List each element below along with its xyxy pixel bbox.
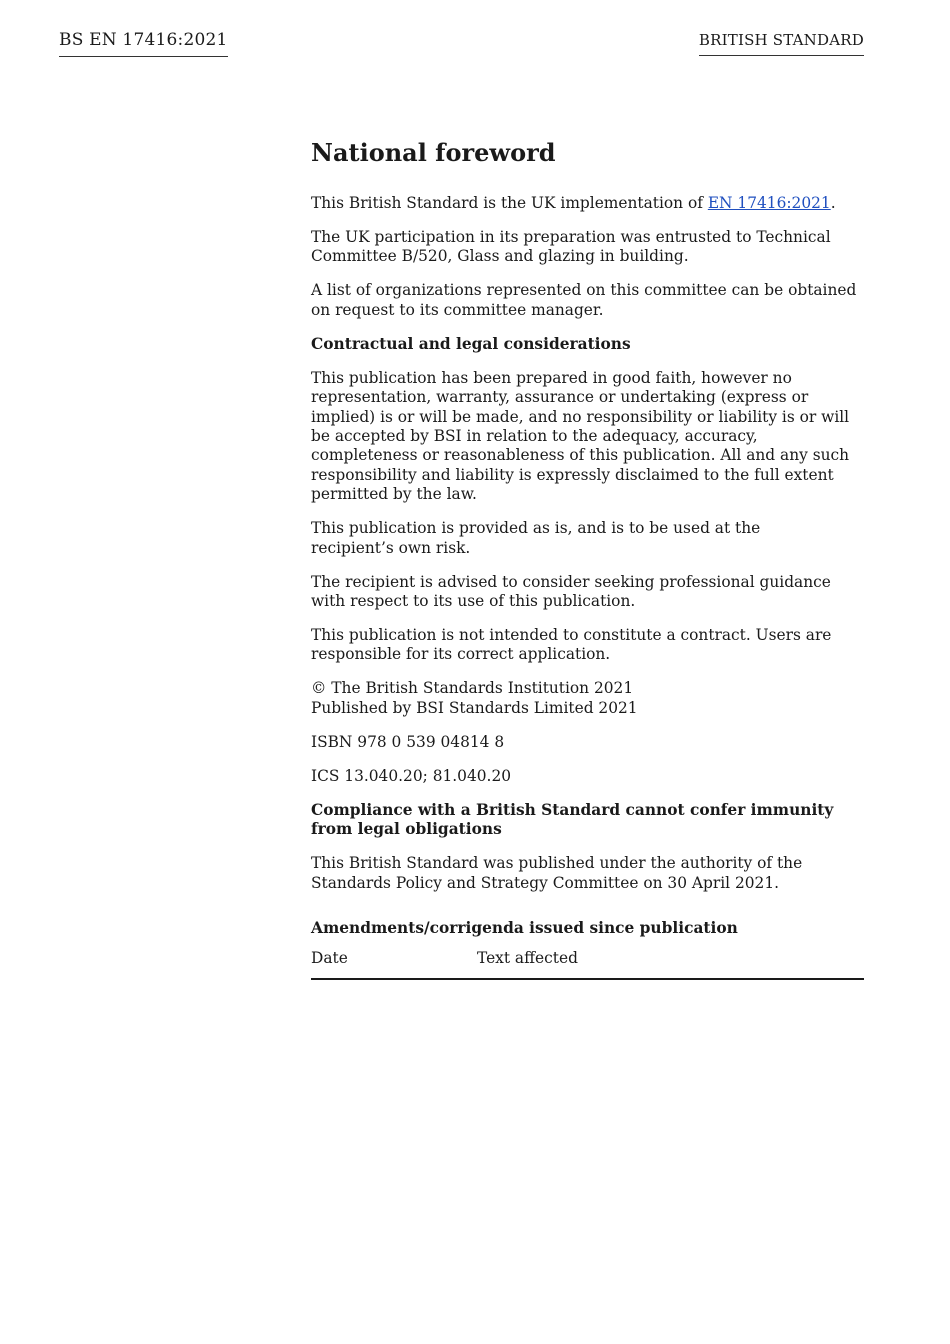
- header-category: BRITISH STANDARD: [699, 31, 864, 56]
- implementation-paragraph: [311, 194, 864, 213]
- participation-paragraph: The UK participation in its preparation was entrusted to Technical Committee B/520, Glass and glazing in building.: [311, 228, 831, 266]
- guidance-paragraph: The recipient is advised to consider seeking professional guidance with respect to its use of this publication.: [311, 572, 831, 611]
- good-faith-paragraph: This publication has been prepared in good faith, however no representation, warranty, assurance or undertaking (express or implied) is or will be made, and no responsibility or liability is or will be accepted by BSI in relation to the adequacy, accuracy, completeness or reasonableness of this publication. All and any such responsibility and liability is expressly disclaimed to the full extent permitted by the law.: [311, 368, 850, 504]
- amendments-heading: Amendments/corrigenda issued since publication: [311, 919, 738, 938]
- published-line: Published by BSI Standards Limited 2021: [311, 698, 638, 717]
- amendments-header-row: [311, 949, 864, 979]
- authority-paragraph: This British Standard was published under the authority of the Standards Policy and Strategy Committee on 30 April 2021.: [311, 854, 803, 892]
- as-is-line-2: recipient’s own risk.: [311, 538, 471, 557]
- contract-paragraph: This publication is not intended to constitute a contract. Users are responsible for its correct application.: [311, 626, 832, 664]
- copyright-line: © The British Standards Institution 2021: [311, 679, 634, 698]
- as-is-line-1: This publication is provided as is, and is to be used at the: [311, 519, 761, 538]
- ics-line: ICS 13.040.20; 81.040.20: [311, 766, 512, 785]
- page-title: National foreword: [311, 138, 556, 167]
- header-doc-id: BS EN 17416:2021: [59, 30, 228, 57]
- amendments-table: [311, 949, 864, 980]
- organizations-paragraph: A list of organizations represented on this committee can be obtained on request to its committee manager.: [311, 281, 857, 319]
- copyright-block: [311, 679, 864, 718]
- column-header-text-affected: Text affected: [477, 949, 864, 979]
- implementation-text: This British Standard is the UK implementation of: [311, 194, 708, 212]
- en-standard-link[interactable]: EN 17416:2021: [707, 194, 831, 212]
- as-is-paragraph: [311, 519, 864, 558]
- implementation-end: .: [830, 194, 836, 212]
- foreword-section: [311, 138, 864, 980]
- contractual-heading: Contractual and legal considerations: [311, 334, 631, 353]
- column-header-date: Date: [311, 949, 477, 979]
- isbn-line: ISBN 978 0 539 04814 8: [311, 732, 505, 751]
- compliance-heading: Compliance with a British Standard cannot confer immunity from legal obligations: [311, 800, 834, 839]
